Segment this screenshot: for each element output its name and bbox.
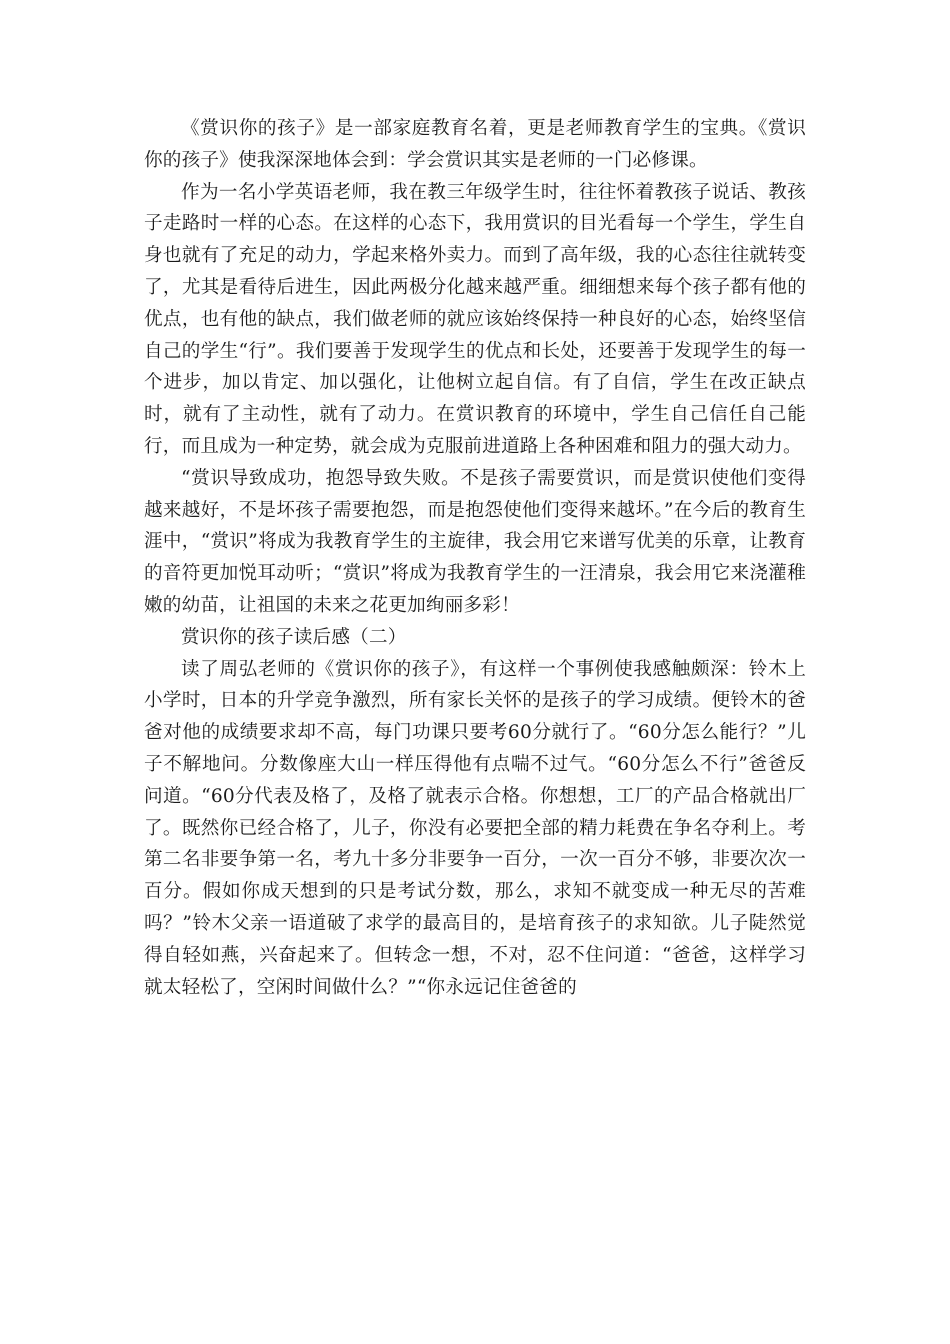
- paragraph-appreciation-quote: “赏识导致成功，抱怨导致失败。不是孩子需要赏识，而是赏识使他们变得越来越好，不是坏孩子需要抱怨，而是抱怨使他们变得来越坏。”在今后的教育生涯中，“赏识”将成为我教育学生的主旋律，我会用它来谱写优美的乐章，让教育的音符更加悦耳动听；“赏识”将成为我教育学生的一汪清泉，我会用它来浇灌稚嫩的幼苗，让祖国的未来之花更加绚丽多彩！: [144, 467, 806, 616]
- paragraph-intro: 《赏识你的孩子》是一部家庭教育名着，更是老师教育学生的宝典。《赏识你的孩子》使我深深地体会到：学会赏识其实是老师的一门必修课。: [144, 118, 806, 171]
- paragraph-teacher-experience: 作为一名小学英语老师，我在教三年级学生时，往往怀着教孩子说话、教孩子走路时一样的心态。在这样的心态下，我用赏识的目光看每一个学生，学生自身也就有了充足的动力，学起来格外卖力。而到了高年级，我的心态往往就转变了，尤其是看待后进生，因此两极分化越来越严重。细细想来每个孩子都有他的优点，也有他的缺点，我们做老师的就应该始终保持一种良好的心态，始终坚信自己的学生“行”。我们要善于发现学生的优点和长处，还要善于发现学生的每一个进步，加以肯定、加以强化，让他树立起自信。有了自信，学生在改正缺点时，就有了主动性，就有了动力。在赏识教育的环境中，学生自己信任自己能行，而且成为一种定势，就会成为克服前进道路上各种困难和阻力的强大动力。: [144, 181, 806, 457]
- paragraph-suzuki-story: 读了周弘老师的《赏识你的孩子》，有这样一个事例使我感触颇深：铃木上小学时，日本的升学竞争激烈，所有家长关怀的是孩子的学习成绩。便铃木的爸爸对他的成绩要求却不高，每门功课只要考60分就行了。“60分怎么能行？”儿子不解地问。分数像座大山一样压得他有点喘不过气。“60分怎么不行”爸爸反问道。“60分代表及格了，及格了就表示合格。你想想，工厂的产品合格就出厂了。既然你已经合格了，儿子，你没有必要把全部的精力耗费在争名夺利上。考第二名非要争第一名，考九十多分非要争一百分，一次一百分不够，非要次次一百分。假如你成天想到的只是考试分数，那么，求知不就变成一种无尽的苦难吗？”铃木父亲一语道破了求学的最高目的，是培育孩子的求知欲。儿子陡然觉得自轻如燕，兴奋起来了。但转念一想，不对，忍不住问道：“爸爸，这样学习就太轻松了，空闲时间做什么？”“你永远记住爸爸的: [144, 658, 806, 998]
- document-body: [144, 113, 806, 1003]
- section-heading: 赏识你的孩子读后感（二）: [181, 626, 407, 648]
